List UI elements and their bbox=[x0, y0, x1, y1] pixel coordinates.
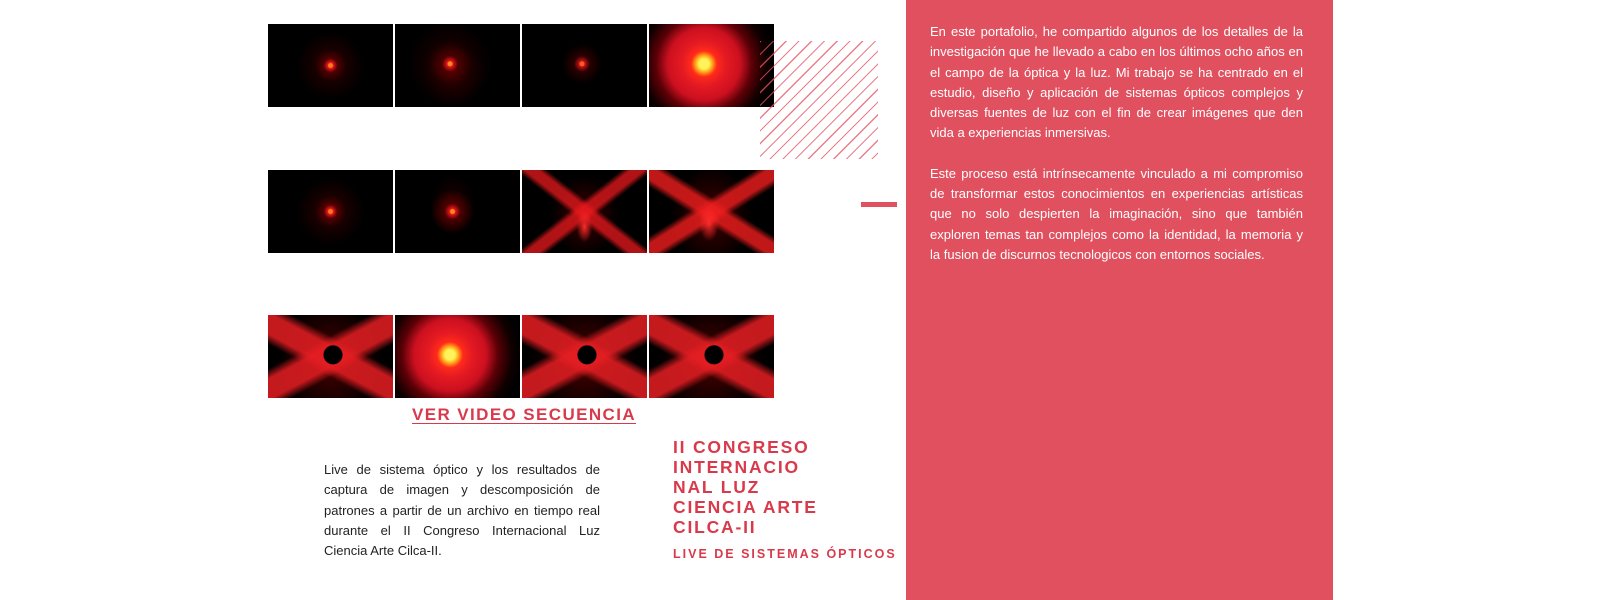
gallery-thumbnail[interactable] bbox=[522, 170, 647, 253]
gallery-thumbnail[interactable] bbox=[649, 170, 774, 253]
congress-title-line: INTERNACIO bbox=[673, 457, 800, 477]
accent-bar bbox=[861, 202, 897, 207]
gallery-thumbnail[interactable] bbox=[268, 315, 393, 398]
gallery-caption: Live de sistema óptico y los resultados de captura de imagen y descomposición de patrones a partir de un archivo en tiempo real durante el II Congreso Internacional Luz Ciencia Arte Cilca-II. bbox=[324, 462, 600, 559]
video-sequence-link[interactable]: VER VIDEO SECUENCIA bbox=[412, 405, 637, 424]
gallery-thumbnail[interactable] bbox=[649, 24, 774, 107]
congress-title bbox=[673, 437, 818, 537]
panel-paragraph: En este portafolio, he compartido algunos de los detalles de la investigación que he llevado a cabo en los últimos ocho años en el campo de la óptica y la luz. Mi trabajo se ha centrado en el estudio, diseño y aplicación de sistemas ópticos complejos y diversas fuentes de luz con el fin de crear imágenes que den vida a experiencias inmersivas. bbox=[930, 24, 1303, 141]
congress-title-line: CILCA-II bbox=[673, 517, 757, 537]
panel-paragraph: Este proceso está intrínsecamente vinculado a mi compromiso de transformar estos conocimientos en experiencias artísticas que no solo despierten la imaginación, sino que también exploren temas tan complejos como la identidad, la memoria y la fusion de discurnos tecnologicos con entornos sociales. bbox=[930, 165, 1303, 262]
panel-text bbox=[930, 22, 1303, 285]
gallery-thumbnail[interactable] bbox=[268, 24, 393, 107]
decorative-hatch bbox=[760, 41, 878, 159]
gallery-thumbnail[interactable] bbox=[649, 315, 774, 398]
gallery-thumbnail[interactable] bbox=[395, 315, 520, 398]
description-panel bbox=[906, 0, 1333, 600]
congress-title-line: CIENCIA ARTE bbox=[673, 497, 818, 517]
congress-title-line: II CONGRESO bbox=[673, 437, 810, 457]
congress-title-line: NAL LUZ bbox=[673, 477, 761, 497]
gallery-thumbnail[interactable] bbox=[395, 170, 520, 253]
gallery-thumbnail[interactable] bbox=[268, 170, 393, 253]
gallery-thumbnail[interactable] bbox=[395, 24, 520, 107]
congress-subtitle: LIVE DE SISTEMAS ÓPTICOS bbox=[673, 547, 897, 561]
gallery-thumbnail[interactable] bbox=[522, 24, 647, 107]
gallery-thumbnail[interactable] bbox=[522, 315, 647, 398]
